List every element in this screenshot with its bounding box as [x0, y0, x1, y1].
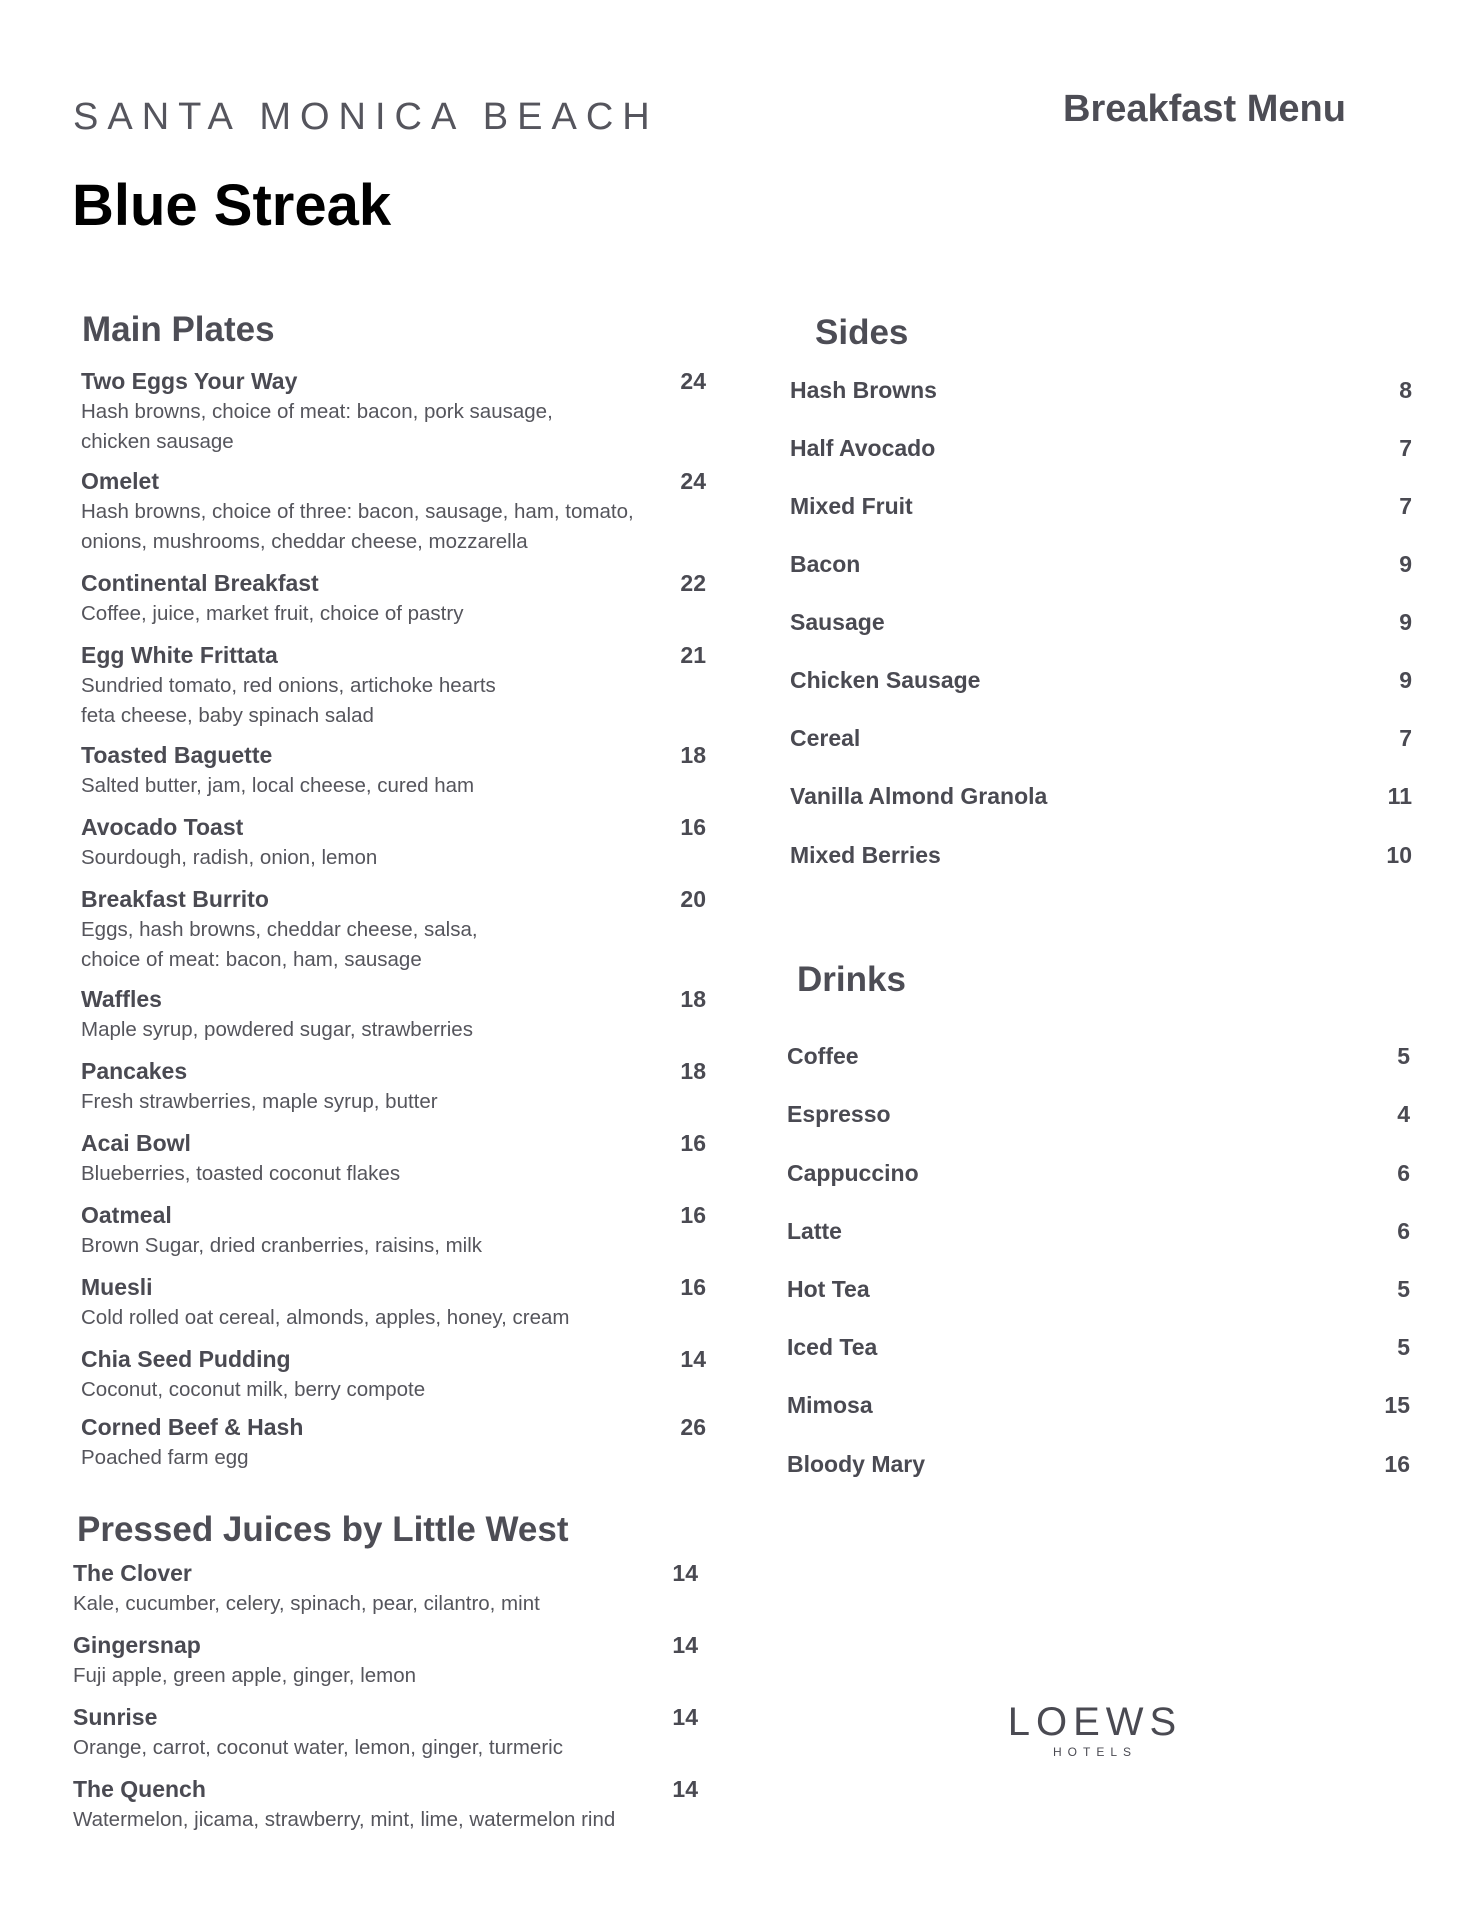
sides-title: Sides [815, 313, 909, 352]
menu-item [790, 493, 1412, 523]
item-price: 5 [1397, 1043, 1410, 1069]
item-price: 5 [1397, 1276, 1410, 1302]
item-description [81, 915, 478, 975]
menu-item [81, 1058, 706, 1118]
item-price: 16 [680, 814, 706, 840]
menu-title: Breakfast Menu [1063, 88, 1346, 130]
description-line: chicken sausage [81, 430, 234, 453]
item-price: 7 [1399, 435, 1412, 461]
restaurant-name: Blue Streak [72, 173, 392, 238]
item-name: Two Eggs Your Way [81, 368, 298, 394]
menu-item [787, 1451, 1410, 1481]
menu-item [790, 377, 1412, 407]
item-name: Coffee [787, 1043, 859, 1069]
item-name: Corned Beef & Hash [81, 1414, 304, 1440]
item-description [81, 671, 496, 731]
item-price: 7 [1399, 493, 1412, 519]
item-name: Oatmeal [81, 1202, 172, 1228]
description-line: Cold rolled oat cereal, almonds, apples, honey, cream [81, 1306, 570, 1329]
item-price: 22 [680, 570, 706, 596]
item-price: 9 [1399, 609, 1412, 635]
item-description [81, 599, 463, 629]
item-name: Toasted Baguette [81, 742, 273, 768]
item-name: Chicken Sausage [790, 667, 981, 693]
item-name: Vanilla Almond Granola [790, 783, 1048, 809]
description-line: Sourdough, radish, onion, lemon [81, 846, 378, 869]
item-price: 21 [680, 642, 706, 668]
menu-item [81, 986, 706, 1046]
menu-item [81, 742, 706, 802]
item-price: 18 [680, 742, 706, 768]
drinks-title: Drinks [797, 960, 906, 999]
menu-item [787, 1160, 1410, 1190]
menu-item [81, 1346, 706, 1406]
item-name: Egg White Frittata [81, 642, 278, 668]
menu-item [81, 642, 706, 727]
item-name: Hash Browns [790, 377, 937, 403]
venue-brand: SANTA MONICA BEACH [73, 96, 659, 138]
item-price: 14 [672, 1632, 698, 1658]
item-price: 14 [672, 1704, 698, 1730]
description-line: Poached farm egg [81, 1446, 249, 1469]
item-price: 4 [1397, 1101, 1410, 1127]
item-name: Acai Bowl [81, 1130, 191, 1156]
menu-item [73, 1704, 698, 1764]
item-price: 6 [1397, 1160, 1410, 1186]
item-price: 24 [680, 368, 706, 394]
item-price: 26 [680, 1414, 706, 1440]
item-description [81, 1303, 569, 1333]
description-line: Eggs, hash browns, cheddar cheese, salsa, [81, 918, 478, 941]
item-name: Mixed Berries [790, 842, 941, 868]
item-name: Hot Tea [787, 1276, 870, 1302]
menu-item [81, 1274, 706, 1334]
menu-item [790, 667, 1412, 697]
description-line: Orange, carrot, coconut water, lemon, ginger, turmeric [73, 1736, 563, 1759]
menu-item [787, 1392, 1410, 1422]
item-price: 20 [680, 886, 706, 912]
description-line: onions, mushrooms, cheddar cheese, mozzarella [81, 530, 528, 553]
item-name: Mimosa [787, 1392, 873, 1418]
description-line: Fuji apple, green apple, ginger, lemon [73, 1664, 417, 1687]
item-name: Gingersnap [73, 1632, 201, 1658]
item-price: 7 [1399, 725, 1412, 751]
item-name: The Quench [73, 1776, 206, 1802]
item-name: Iced Tea [787, 1334, 878, 1360]
menu-item [790, 783, 1412, 813]
item-description [81, 397, 553, 457]
description-line: Hash browns, choice of meat: bacon, pork sausage, [81, 400, 553, 423]
item-price: 9 [1399, 551, 1412, 577]
description-line: Blueberries, toasted coconut flakes [81, 1162, 401, 1185]
menu-item [73, 1776, 698, 1836]
description-line: Coconut, coconut milk, berry compote [81, 1378, 426, 1401]
main-plates-title: Main Plates [82, 310, 275, 349]
menu-item [787, 1334, 1410, 1364]
menu-item [787, 1101, 1410, 1131]
item-price: 16 [1384, 1451, 1410, 1477]
item-name: Continental Breakfast [81, 570, 319, 596]
item-name: Waffles [81, 986, 162, 1012]
item-name: Cereal [790, 725, 861, 751]
description-line: Watermelon, jicama, strawberry, mint, lime, watermelon rind [73, 1808, 616, 1831]
item-name: Breakfast Burrito [81, 886, 269, 912]
item-price: 14 [680, 1346, 706, 1372]
item-description [81, 1375, 425, 1405]
item-description [73, 1733, 563, 1763]
loews-hotels-logo [995, 1700, 1195, 1759]
menu-item [81, 570, 706, 630]
item-name: Mixed Fruit [790, 493, 913, 519]
item-description [81, 1231, 482, 1261]
item-name: The Clover [73, 1560, 192, 1586]
item-description [81, 1087, 438, 1117]
description-line: Salted butter, jam, local cheese, cured ham [81, 774, 475, 797]
item-name: Muesli [81, 1274, 153, 1300]
item-description [73, 1589, 540, 1619]
menu-item [81, 468, 706, 553]
item-name: Bacon [790, 551, 861, 577]
item-price: 16 [680, 1202, 706, 1228]
item-price: 18 [680, 1058, 706, 1084]
item-description [81, 843, 377, 873]
menu-item [790, 842, 1412, 872]
item-name: Latte [787, 1218, 842, 1244]
description-line: Kale, cucumber, celery, spinach, pear, cilantro, mint [73, 1592, 540, 1615]
item-price: 16 [680, 1130, 706, 1156]
item-description [81, 497, 634, 557]
menu-item [787, 1218, 1410, 1248]
item-description [81, 1159, 400, 1189]
menu-item [81, 814, 706, 874]
menu-item [73, 1560, 698, 1620]
menu-item [790, 725, 1412, 755]
item-price: 6 [1397, 1218, 1410, 1244]
item-description [81, 1015, 473, 1045]
item-name: Chia Seed Pudding [81, 1346, 291, 1372]
item-description [73, 1661, 416, 1691]
item-name: Cappuccino [787, 1160, 919, 1186]
menu-item [787, 1043, 1410, 1073]
item-description [81, 771, 474, 801]
item-price: 18 [680, 986, 706, 1012]
item-name: Sunrise [73, 1704, 158, 1730]
menu-item [790, 435, 1412, 465]
description-line: Sundried tomato, red onions, artichoke hearts [81, 674, 496, 697]
item-name: Omelet [81, 468, 159, 494]
menu-item [81, 368, 706, 453]
description-line: feta cheese, baby spinach salad [81, 704, 374, 727]
menu-item [787, 1276, 1410, 1306]
item-name: Espresso [787, 1101, 891, 1127]
description-line: Hash browns, choice of three: bacon, sausage, ham, tomato, [81, 500, 634, 523]
description-line: Coffee, juice, market fruit, choice of pastry [81, 602, 464, 625]
item-price: 11 [1387, 783, 1412, 809]
item-price: 5 [1397, 1334, 1410, 1360]
item-name: Half Avocado [790, 435, 936, 461]
menu-item [790, 609, 1412, 639]
item-price: 14 [672, 1776, 698, 1802]
item-price: 24 [680, 468, 706, 494]
item-description [73, 1805, 615, 1835]
logo-main-text: LOEWS [1007, 1700, 1183, 1744]
description-line: Fresh strawberries, maple syrup, butter [81, 1090, 438, 1113]
item-price: 8 [1399, 377, 1412, 403]
item-price: 9 [1399, 667, 1412, 693]
item-name: Pancakes [81, 1058, 188, 1084]
juices-title: Pressed Juices by Little West [77, 1510, 569, 1549]
item-description [81, 1443, 249, 1473]
menu-item [81, 1130, 706, 1190]
menu-item [81, 1414, 706, 1474]
item-price: 15 [1384, 1392, 1410, 1418]
item-price: 14 [672, 1560, 698, 1586]
description-line: Maple syrup, powdered sugar, strawberries [81, 1018, 473, 1041]
description-line: Brown Sugar, dried cranberries, raisins, milk [81, 1234, 483, 1257]
item-price: 16 [680, 1274, 706, 1300]
description-line: choice of meat: bacon, ham, sausage [81, 948, 422, 971]
item-price: 10 [1386, 842, 1412, 868]
logo-sub-text: HOTELS [1052, 1745, 1137, 1759]
menu-item [81, 886, 706, 971]
item-name: Bloody Mary [787, 1451, 926, 1477]
menu-item [73, 1632, 698, 1692]
item-name: Sausage [790, 609, 885, 635]
menu-item [790, 551, 1412, 581]
menu-item [81, 1202, 706, 1262]
item-name: Avocado Toast [81, 814, 244, 840]
